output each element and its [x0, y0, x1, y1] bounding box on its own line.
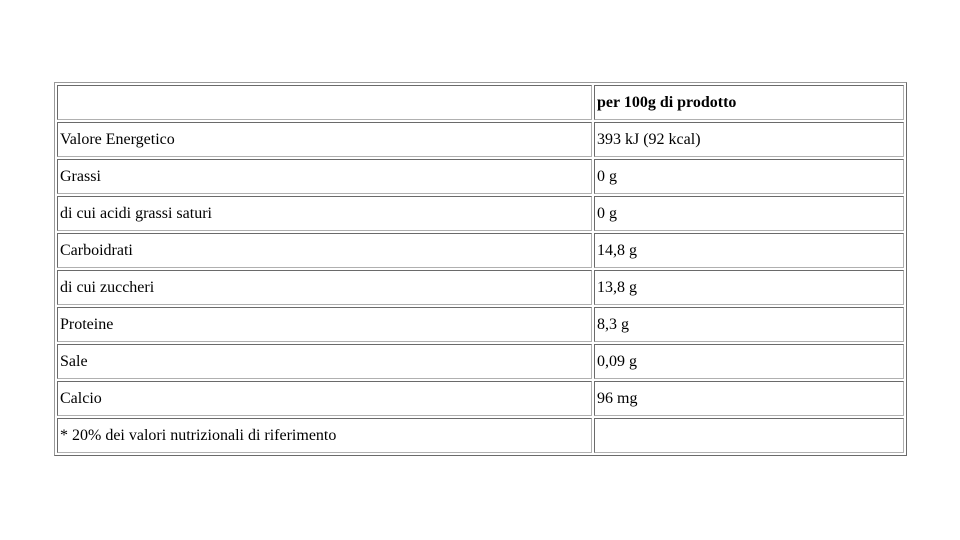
- nutrient-label: Grassi: [57, 159, 592, 194]
- nutrient-value: 14,8 g: [594, 233, 904, 268]
- nutrient-value: 96 mg: [594, 381, 904, 416]
- nutrient-label: Carboidrati: [57, 233, 592, 268]
- table-row: [57, 270, 904, 305]
- table-row: [57, 233, 904, 268]
- nutrient-value: 13,8 g: [594, 270, 904, 305]
- nutrient-value: 0 g: [594, 196, 904, 231]
- table-row: [57, 344, 904, 379]
- header-label-cell: [57, 85, 592, 120]
- table-row: [57, 196, 904, 231]
- nutrient-value: 393 kJ (92 kcal): [594, 122, 904, 157]
- table-row: [57, 122, 904, 157]
- table-header-row: [57, 85, 904, 120]
- header-value-cell: per 100g di prodotto: [594, 85, 904, 120]
- nutrient-label: di cui acidi grassi saturi: [57, 196, 592, 231]
- nutrient-value: 0 g: [594, 159, 904, 194]
- footnote-value: [594, 418, 904, 453]
- table-row: [57, 307, 904, 342]
- table-row: [57, 159, 904, 194]
- table-row: [57, 381, 904, 416]
- footnote-label: * 20% dei valori nutrizionali di riferimento: [57, 418, 592, 453]
- table-footnote-row: [57, 418, 904, 453]
- nutrient-value: 8,3 g: [594, 307, 904, 342]
- nutrient-label: di cui zuccheri: [57, 270, 592, 305]
- nutrient-value: 0,09 g: [594, 344, 904, 379]
- nutrient-label: Valore Energetico: [57, 122, 592, 157]
- nutrition-table: [54, 82, 907, 456]
- nutrient-label: Calcio: [57, 381, 592, 416]
- nutrient-label: Sale: [57, 344, 592, 379]
- nutrient-label: Proteine: [57, 307, 592, 342]
